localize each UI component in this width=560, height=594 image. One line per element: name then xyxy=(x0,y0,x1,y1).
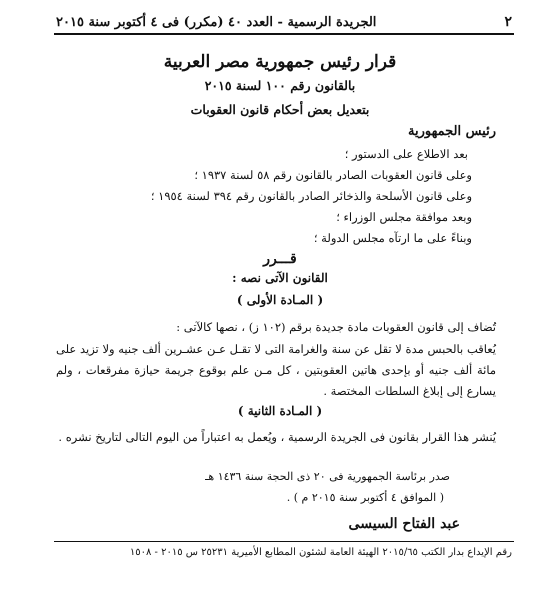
footer-deposit: رقم الإيداع بدار الكتب ٢٠١٥/٦٥ الهيئة العامة لشئون المطابع الأميرية ٢٥٢٣١ س ٢٠١٥ - ١٥٠٨ xyxy=(129,547,512,558)
preamble-line: وبناءً على ما ارتآه مجلس الدولة ؛ xyxy=(313,231,472,245)
preamble-line: وبعد موافقة مجلس الوزراء ؛ xyxy=(336,210,472,224)
footer-divider xyxy=(54,541,514,542)
article-2-heading: ( المـادة الثانية ) xyxy=(237,404,323,418)
article-1-heading: ( المـادة الأولى ) xyxy=(236,293,324,307)
decree-subject: بتعديل بعض أحكام قانون العقوبات xyxy=(190,102,370,117)
preamble-line: بعد الاطلاع على الدستور ؛ xyxy=(344,147,468,161)
article-1-intro: تُضاف إلى قانون العقوبات مادة جديدة برقم (١٠٢ ز) ، نصها كالآتى : xyxy=(176,320,496,334)
corresponding-date: ( الموافق ٤ أكتوبر سنة ٢٠١٥ م ) . xyxy=(286,491,444,504)
gazette-issue: الجريدة الرسمية - العدد ٤٠ (مكرر) فى ٤ أكتوبر سنة ٢٠١٥ xyxy=(56,14,377,30)
president-heading: رئيس الجمهورية xyxy=(408,124,496,139)
decree-title: قرار رئيس جمهورية مصر العربية xyxy=(163,52,397,72)
issued-date: صدر برئاسة الجمهورية فى ٢٠ ذى الحجة سنة ١٤٣٦ هـ xyxy=(205,470,450,483)
law-number: بالقانون رقم ١٠٠ لسنة ٢٠١٥ xyxy=(204,78,356,93)
article-1-body: يُعاقب بالحبس مدة لا تقل عن سنة والغرامة التى لا تقـل عـن عشـرين ألف جنيه ولا تزيد على مائة ألف جنيه أو بإحدى هاتين العقوبتين ، كل مـن علم بوقوع جريمة حيازة مفرقعات ، ولم يسارع إلى إبلاغ السلطات المختصة . xyxy=(56,342,496,398)
signature: عبد الفتاح السيسى xyxy=(348,516,460,532)
law-text-heading: القانون الآتى نصه : xyxy=(232,271,328,285)
page-number: ٢ xyxy=(504,14,512,30)
page-header xyxy=(56,14,512,30)
header-divider xyxy=(54,33,514,35)
decided-heading: قـــرر xyxy=(263,251,297,267)
article-2-body: يُنشر هذا القرار بقانون فى الجريدة الرسمية ، ويُعمل به اعتباراً من اليوم التالى لتاريخ نشره . xyxy=(58,430,496,444)
preamble-line: وعلى قانون الأسلحة والذخائر الصادر بالقانون رقم ٣٩٤ لسنة ١٩٥٤ ؛ xyxy=(150,189,472,203)
preamble-line: وعلى قانون العقوبات الصادر بالقانون رقم ٥٨ لسنة ١٩٣٧ ؛ xyxy=(194,168,472,182)
